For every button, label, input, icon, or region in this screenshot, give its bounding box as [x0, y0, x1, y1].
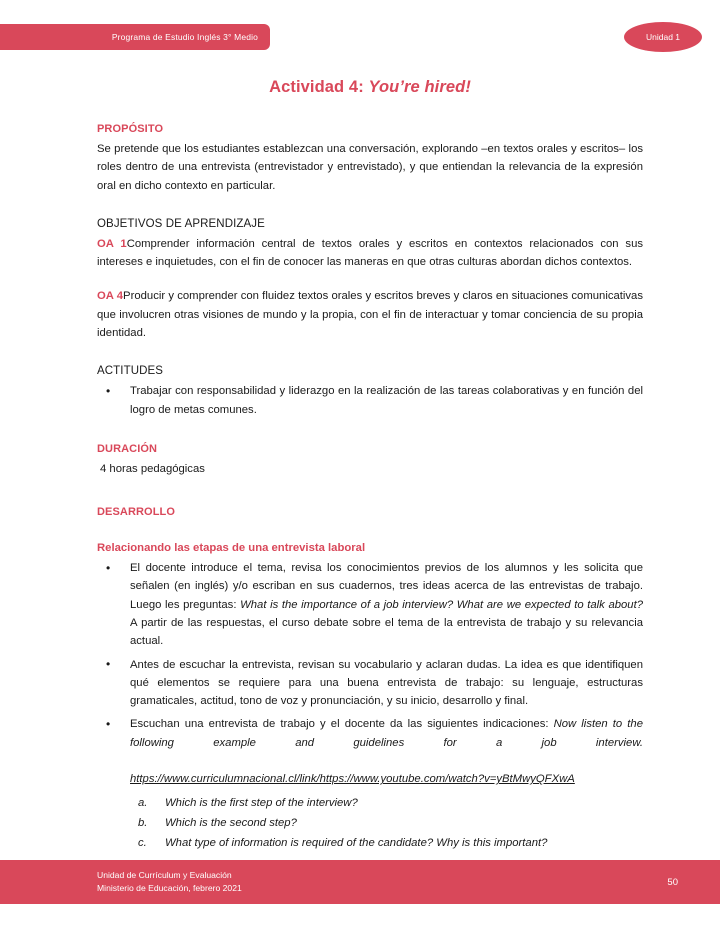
- question-marker-c: c.: [138, 836, 147, 849]
- proposito-text: Se pretende que los estudiantes establezcan una conversación, explorando –en textos orales y escritos– los roles dentro de una entrevista (entrevistador y entrevistado), y que entiendan la relevancia de la expresión oral en dicho contexto en particular.: [97, 143, 643, 192]
- question-text-a: Which is the first step of the interview?: [165, 796, 358, 809]
- section-heading-actitudes: ACTITUDES: [97, 365, 164, 378]
- duracion-value: 4 horas pedagógicas: [100, 462, 205, 475]
- section-heading-desarrollo: DESARROLLO: [97, 506, 175, 519]
- section-heading-duracion: DURACIÓN: [97, 442, 158, 455]
- oa-text-4: Producir y comprender con fluidez textos orales y escritos breves y claros en situaciones comunicativas que involucren otras visiones de mundo y la propia, con el fin de interactuar y tomar conciencia de su propia identidad.: [97, 290, 643, 340]
- unit-badge-label: Unidad 1: [645, 32, 681, 42]
- list-item: [97, 794, 643, 813]
- oa-text-1: Comprender información central de textos orales y escritos en contextos relacionados con sus intereses e inquietudes, con el fin de conocer las maneras en que otras culturas abordan dichos contextos.: [97, 237, 643, 269]
- question-marker-b: b.: [138, 816, 148, 829]
- program-header-tab: [0, 24, 270, 50]
- question-text-c: What type of information is required of the candidate? Why is this important?: [165, 836, 548, 849]
- bullet1-part2: A partir de las respuestas, el curso debate sobre el tema de la entrevista de trabajo y su relevancia actual.: [130, 616, 643, 648]
- desarrollo-questions-list: [97, 794, 643, 853]
- objetivo-item-oa4: [97, 287, 643, 342]
- list-item: [97, 715, 643, 788]
- oa-code-4: OA 4: [97, 290, 124, 303]
- section-heading-proposito: PROPÓSITO: [97, 123, 164, 135]
- footer-line-1: Unidad de Currículum y Evaluación: [97, 869, 232, 880]
- page-title-emphasis: You’re hired!: [368, 78, 471, 96]
- question-text-b: Which is the second step?: [165, 816, 297, 829]
- page-title-prefix: Actividad 4:: [269, 78, 369, 96]
- footer-line-2: Ministerio de Educación, febrero 2021: [97, 883, 242, 893]
- page-footer: [0, 860, 720, 904]
- page-title: [97, 78, 643, 97]
- list-item: [97, 559, 643, 650]
- bullet1-italic: What is the importance of a job interview? What are we expected to talk about?: [240, 598, 644, 611]
- program-header-label: Programa de Estudio Inglés 3° Medio: [111, 32, 258, 42]
- bullet3-part1: Escuchan una entrevista de trabajo y el docente da las siguientes indicaciones:: [130, 718, 554, 731]
- list-item: • Antes de escuchar la entrevista, revisan su vocabulario y aclaran dudas. La idea es que identifiquen qué elementos se requiere para una buena entrevista de trabajo: su lenguaje, estructuras gramaticales, actitud, tono de voz y pronunciación, y su inicio, desarrollo y final.: [97, 656, 643, 711]
- oa-code-1: OA 1: [97, 237, 127, 250]
- objetivo-item-oa1: [97, 235, 643, 272]
- question-marker-a: a.: [138, 796, 148, 809]
- list-item: • Trabajar con responsabilidad y liderazgo en la realización de las tareas colaborativas y en función del logro de metas comunes.: [97, 382, 643, 419]
- video-resource-link[interactable]: https://www.curriculumnacional.cl/link/https://www.youtube.com/watch?v=yBtMwyQFXwA: [130, 773, 575, 786]
- list-item: [97, 834, 643, 853]
- section-heading-objetivos: OBJETIVOS DE APRENDIZAJE: [97, 217, 265, 230]
- document-content: [97, 78, 643, 854]
- page-number: 50: [667, 876, 678, 888]
- bullet1-part1: El docente introduce el tema, revisa los conocimientos previos de los alumnos y les solicita que señalen (en inglés) y/o escriban en sus cuadernos, tres ideas acerca de las entrevistas de trabajo. Luego les preguntas:: [130, 562, 643, 611]
- actitudes-list: [97, 382, 643, 419]
- bullet3-italic: Now listen to the following example and guidelines for a job interview.: [130, 718, 643, 749]
- unit-badge: [624, 22, 702, 52]
- desarrollo-subheading: Relacionando las etapas de una entrevista laboral: [97, 542, 366, 555]
- footer-organization: [97, 869, 242, 896]
- list-item: [97, 814, 643, 833]
- desarrollo-list: [97, 559, 643, 789]
